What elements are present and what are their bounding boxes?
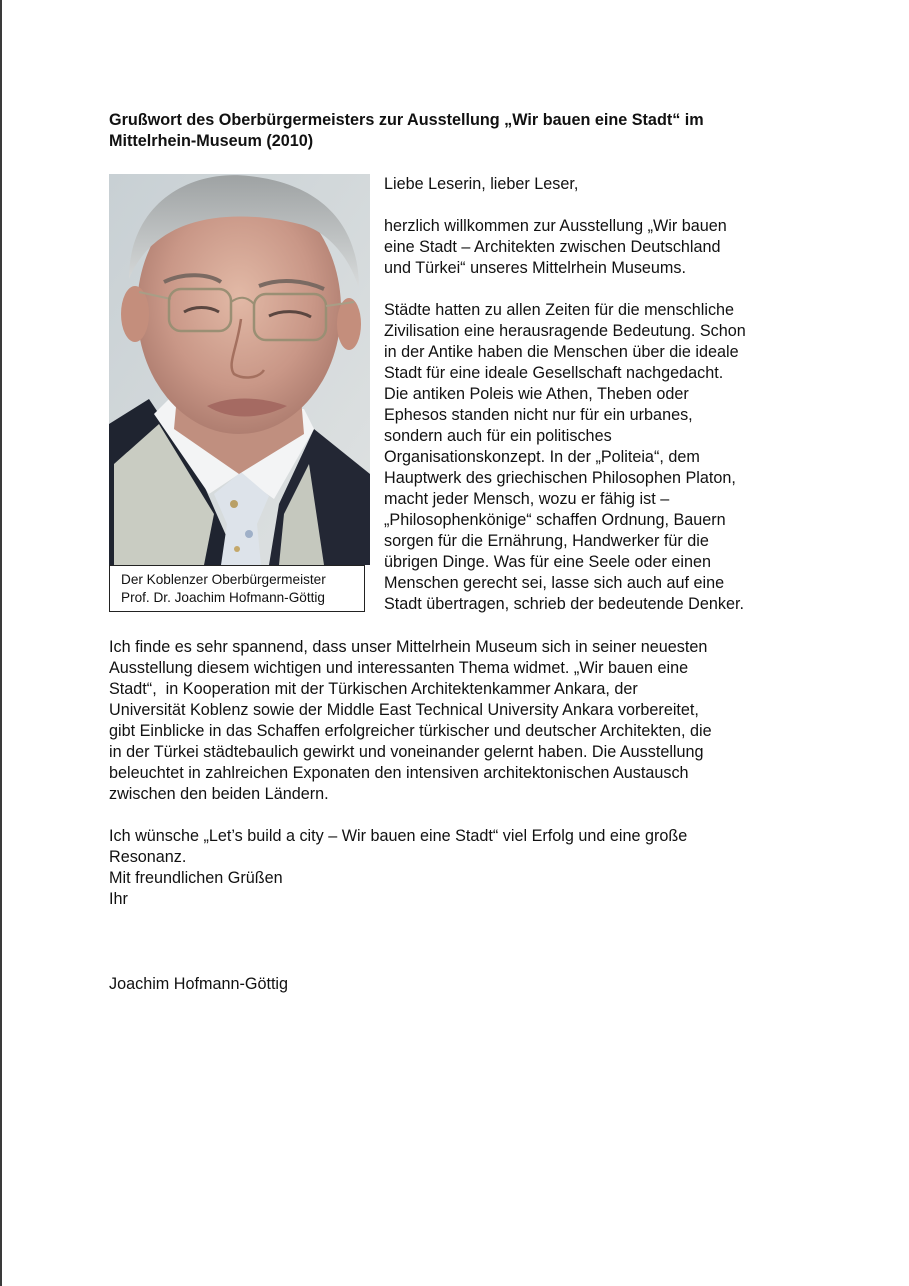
text-line: eine Stadt – Architekten zwischen Deutschland (384, 238, 721, 256)
text-line: Zivilisation eine herausragende Bedeutung. Schon (384, 322, 746, 340)
text-line: und Türkei“ unseres Mittelrhein Museums. (384, 259, 686, 277)
page-title (109, 110, 809, 152)
title-line: Mittelrhein-Museum (2010) (109, 132, 314, 150)
text-line: sondern auch für ein politisches (384, 427, 612, 445)
text-line: Menschen gerecht sei, lasse sich auch auf eine (384, 574, 725, 592)
text-line: Ephesos standen nicht nur für ein urbanes, (384, 406, 693, 424)
text-line: Ich wünsche „Let’s build a city – Wir bauen eine Stadt“ viel Erfolg und eine große (109, 827, 688, 845)
paragraph-gap (384, 195, 804, 216)
text-line: in der Türkei städtebaulich gewirkt und voneinander gelernt haben. Die Ausstellung (109, 743, 704, 761)
text-line: Hauptwerk des griechischen Philosophen Platon, (384, 469, 736, 487)
exhibition-paragraph (109, 637, 809, 805)
text-line: zwischen den beiden Ländern. (109, 785, 329, 803)
text-line: Resonanz. (109, 848, 187, 866)
intro-paragraph (384, 216, 804, 279)
tie-pattern (245, 530, 253, 538)
caption-line: Prof. Dr. Joachim Hofmann-Göttig (121, 589, 325, 605)
ear-right (337, 298, 361, 350)
text-line: macht jeder Mensch, wozu er fähig ist – (384, 490, 670, 508)
text-line: „Philosophenkönige“ schaffen Ordnung, Bauern (384, 511, 726, 529)
text-line: gibt Einblicke in das Schaffen erfolgreicher türkischer und deutscher Architekten, die (109, 722, 712, 740)
text-line: Universität Koblenz sowie der Middle East Technical University Ankara vorbereitet, (109, 701, 699, 719)
letter-right-column (384, 174, 804, 615)
text-line: Ausstellung diesem wichtigen und interessanten Thema widmet. „Wir bauen eine (109, 659, 689, 677)
photo-caption (109, 565, 365, 612)
tie-pattern (234, 546, 240, 552)
portrait-illustration (109, 174, 370, 565)
text-line: beleuchtet in zahlreichen Exponaten den intensiven architektonischen Austausch (109, 764, 689, 782)
text-line: Stadt“, in Kooperation mit der Türkischen Architektenkammer Ankara, der (109, 680, 638, 698)
page-edge (0, 0, 2, 1286)
history-paragraph (384, 300, 804, 615)
mayor-portrait-figure (109, 174, 370, 605)
caption-line: Der Koblenzer Oberbürgermeister (121, 572, 326, 587)
paragraph-gap (384, 279, 804, 300)
closing-greeting: Mit freundlichen Grüßen (109, 869, 283, 887)
closing-yours: Ihr (109, 890, 128, 908)
text-line: Stadt übertragen, schrieb der bedeutende Denker. (384, 595, 744, 613)
text-line: Ich finde es sehr spannend, dass unser Mittelrhein Museum sich in seiner neuesten (109, 638, 708, 656)
text-line: Organisationskonzept. In der „Politeia“, dem (384, 448, 700, 466)
tie-pattern (230, 500, 238, 508)
text-line: herzlich willkommen zur Ausstellung „Wir bauen (384, 217, 727, 235)
text-line: in der Antike haben die Menschen über die ideale (384, 343, 739, 361)
text-line: Die antiken Poleis wie Athen, Theben oder (384, 385, 689, 403)
letter-body-full-width (109, 637, 809, 910)
text-line: Stadt für eine ideale Gesellschaft nachgedacht. (384, 364, 724, 382)
closing-paragraph (109, 826, 809, 910)
signature: Joachim Hofmann-Göttig (109, 975, 289, 993)
mayor-portrait-photo (109, 174, 370, 565)
ear-left (121, 286, 149, 342)
text-line: sorgen für die Ernährung, Handwerker für die (384, 532, 709, 550)
salutation: Liebe Leserin, lieber Leser, (384, 175, 579, 193)
title-line: Grußwort des Oberbürgermeisters zur Ausstellung „Wir bauen eine Stadt“ im (109, 111, 704, 129)
text-line: Städte hatten zu allen Zeiten für die menschliche (384, 301, 735, 319)
paragraph-gap (109, 805, 809, 826)
text-line: übrigen Dinge. Was für eine Seele oder einen (384, 553, 711, 571)
